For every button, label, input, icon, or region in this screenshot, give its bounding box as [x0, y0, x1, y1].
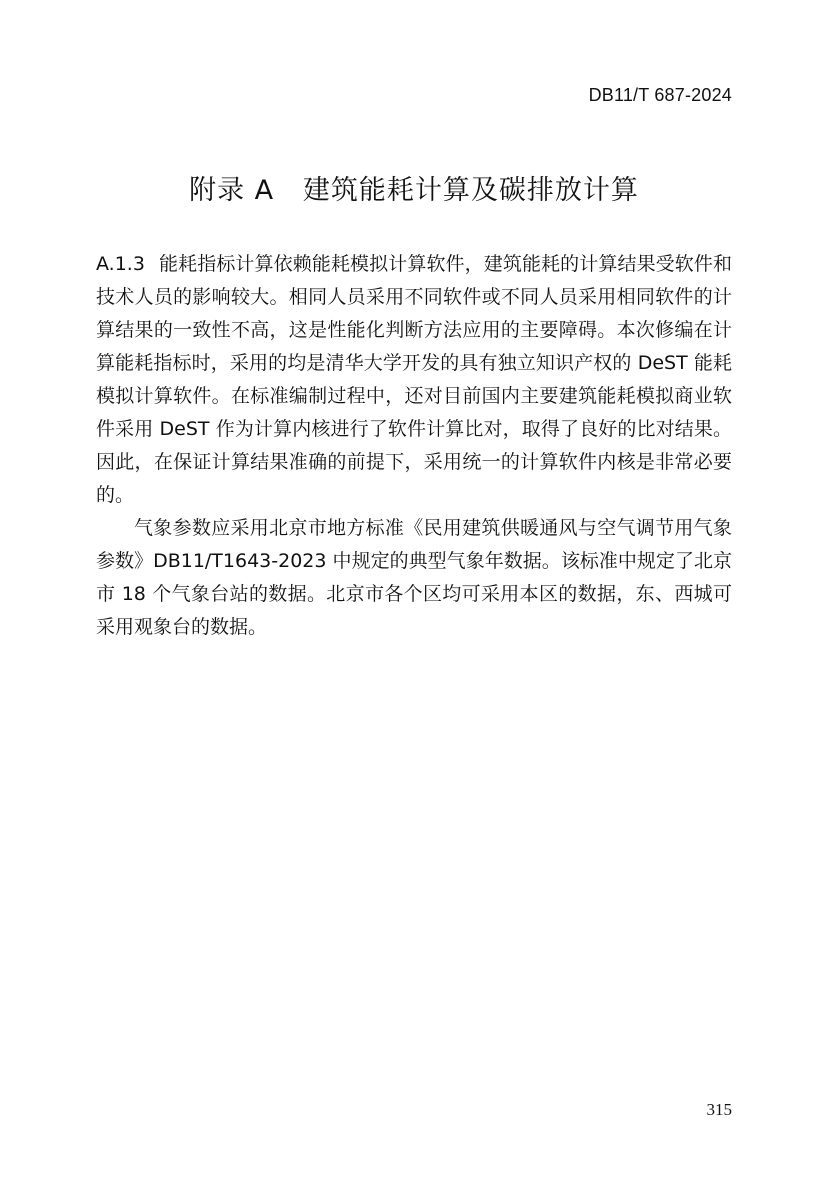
appendix-title: 附录 A 建筑能耗计算及碳排放计算: [189, 175, 639, 206]
clause-body: [96, 248, 732, 644]
page-number: 315: [706, 1100, 732, 1119]
clause-paragraph-1-text: 能耗指标计算依赖能耗模拟计算软件，建筑能耗的计算结果受软件和技术人员的影响较大。相同人员采用不同软件或不同人员采用相同软件的计算结果的一致性不高，这是性能化判断方法应用的主要障碍。本次修编在计算能耗指标时，采用的均是清华大学开发的具有独立知识产权的 DeST 能耗模拟计算软件。在标准编制过程中，还对目前国内主要建筑能耗模拟商业软件采用 DeST 作为计算内核进行了软件计算比对，取得了良好的比对结果。因此，在保证计算结果准确的前提下，采用统一的计算软件内核是非常必要的。: [96, 253, 732, 506]
clause-paragraph-1: [96, 248, 732, 512]
clause-paragraph-2: 气象参数应采用北京市地方标准《民用建筑供暖通风与空气调节用气象参数》DB11/T1643-2023 中规定的典型气象年数据。该标准中规定了北京市 18 个气象台站的数据。北京市各个区均可采用本区的数据，东、西城可采用观象台的数据。: [96, 517, 732, 638]
clause-number: A.1.3: [96, 253, 145, 275]
standard-code: DB11/T 687-2024: [588, 85, 732, 105]
